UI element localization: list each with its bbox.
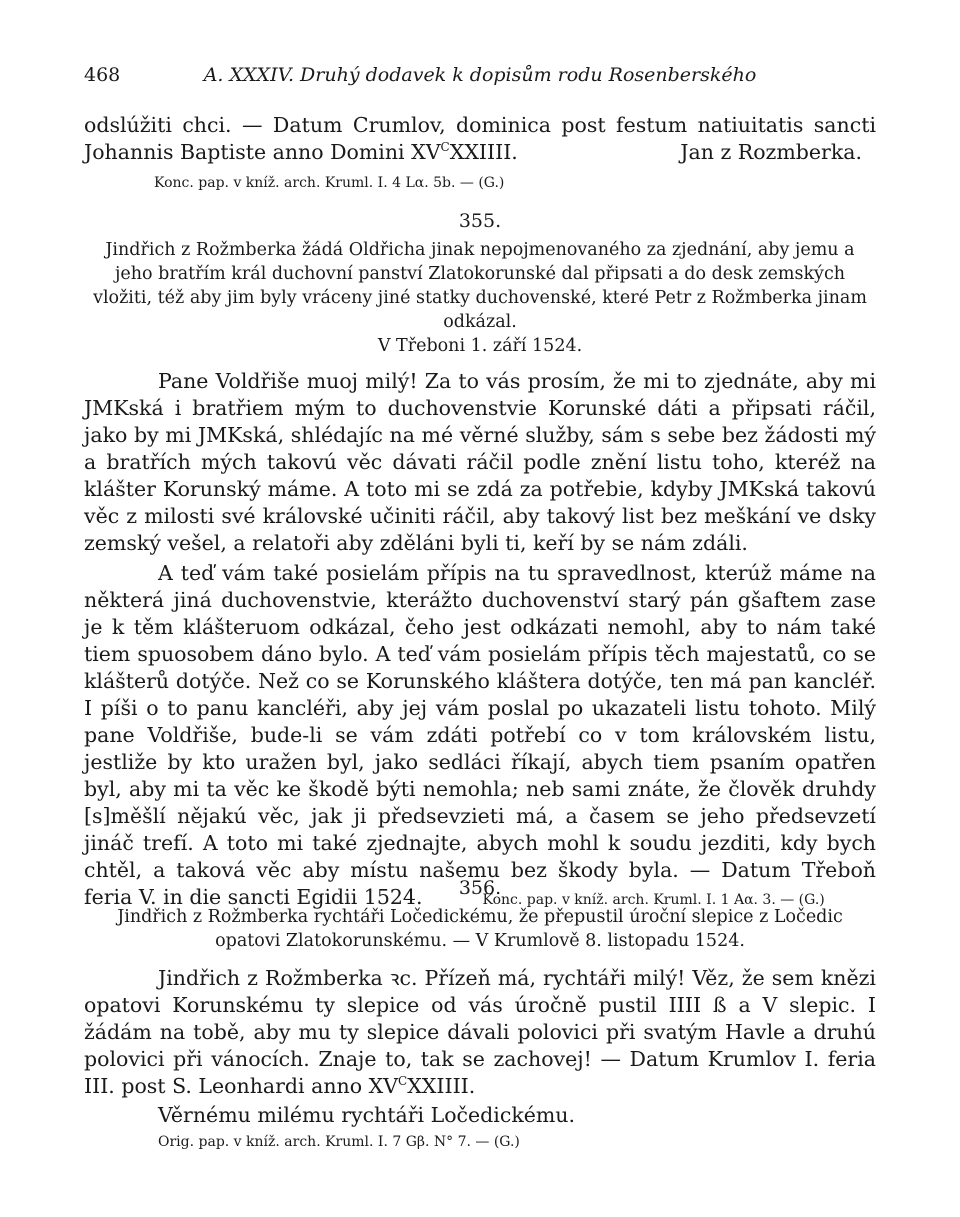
letter-number: 355. bbox=[458, 210, 502, 232]
letter-paragraph bbox=[84, 965, 876, 1100]
letter-355 bbox=[84, 210, 876, 914]
closing-text-end: XXIIII. bbox=[449, 140, 518, 164]
letter-number: 356. bbox=[458, 877, 502, 899]
paragraph-superscript: C bbox=[398, 1074, 408, 1089]
running-title: A. XXXIV. Druhý dodavek k dopisům rodu Rosenberského bbox=[203, 64, 757, 86]
letter-paragraph-1: Pane Voldřiše muoj milý! Za to vás prosím, že mi to zjednáte, aby mi JMKská i bratřiem mým to duchovenstvie Korunské dáti a připsati ráčil, jako by mi JMKská, shlédajíc na mé věrné služby, sám s sebe bez žádosti mý a bratřích mých takovú věc dávati ráčil podle znění listu toho, kteréž na klášter Korunský máme. A toto mi se zdá za potřebie, kdyby JMKská takovú věc z milosti své královské učiniti ráčil, aby takový list bez meškání ve dsky zemský vešel, a relatoři aby zděláni byli ti, keří by se nám zdáli. bbox=[84, 369, 876, 555]
place-date: V Třeboni 1. září 1524. bbox=[377, 336, 583, 356]
address-line: Věrnému milému rychtáři Ločedickému. bbox=[158, 1103, 576, 1127]
page-number: 468 bbox=[84, 64, 121, 86]
letter-356 bbox=[84, 877, 876, 1151]
closing-text-superscript: C bbox=[440, 140, 450, 155]
paragraph-end: XXIIII. bbox=[407, 1074, 476, 1098]
letter-paragraph-2 bbox=[84, 560, 876, 914]
paragraph-2-text: A teď vám také posielám přípis na tu spravedlnost, kterúž máme na některá jiná duchovenstvie, kterážto duchovenství starý pán gšaftem zase je k těm klášteruom odkázal, čeho jest odkázati nemohl, aby to nám také tiem spuosobem dáno bylo. A teď vám posielám přípis těch majestatů, co se klášterů dotýče. Než co se Korunského kláštera dotýče, ten má pan kancléř. I píši o to panu kancléři, aby jej vám poslal po ukazateli listu tohoto. Milý pane Voldřiše, bude-li se vám zdáti potřebí co v tom královském listu, jestliže by kto uražen byl, jako sedláci říkají, abych tiem psaním opatřen byl, aby mi ta věc ke škodě býti nemohla; neb sami znáte, že člověk druhdy [s]měšlí nějakú věc, jak ji předsevzieti má, a časem se jeho předsevzetí jináč trefí. A toto mi také zjednajte, abych mohl k soudu jezditi, kdy bych chtěl, a taková věc aby místu našemu bez škody byla. — Datum Třeboň feria V. in die sancti Egidii 1524. bbox=[84, 561, 876, 909]
previous-letter-ending bbox=[84, 112, 876, 192]
closing-text bbox=[84, 112, 876, 166]
source-note: Konc. pap. v kníž. arch. Kruml. I. 4 Lα. 5b. — (G.) bbox=[154, 175, 505, 191]
running-header bbox=[84, 64, 876, 88]
signature: Jan z Rozmberka. bbox=[680, 140, 862, 164]
source-note: Orig. pap. v kníž. arch. Kruml. I. 7 Gβ. N° 7. — (G.) bbox=[158, 1134, 520, 1150]
source-note: Konc. pap. v kníž. arch. Kruml. I. 1 Aα. 3. — (G.) bbox=[482, 892, 825, 908]
paragraph-text: Jindřich z Rožmberka ꝛc. Přízeň má, rychtáři milý! Věz, že sem knězi opatovi Korunskému ty slepice od vás úročně pustil IIII ß a V slepic. I žádám na tobě, aby mu ty slepice dávali polovici při svatým Havle a druhú polovici při vánocích. Znaje to, tak se zachovej! — Datum Krumlov I. feria III. post S. Leonhardi anno XV bbox=[84, 966, 876, 1098]
letter-summary: Jindřich z Rožmberka rychtáři Ločedickému, že přepustil úroční slepice z Ločedic opatovi Zlatokorunskému. — V Krumlově 8. listopadu 1524. bbox=[117, 907, 843, 951]
letter-summary: Jindřich z Rožmberka žádá Oldřicha jinak nepojmenovaného za zjednání, aby jemu a jeho bratřím král duchovní panství Zlatokorunské dal připsati a do desk zemských vložiti, též aby jim byly vráceny jiné statky duchovenské, které Petr z Rožmberka jinam odkázal. bbox=[93, 240, 867, 332]
closing-text-main: odslúžiti chci. — Datum Crumlov, dominica post festum natiuitatis sancti Johannis Baptiste anno Domini XV bbox=[84, 113, 876, 164]
